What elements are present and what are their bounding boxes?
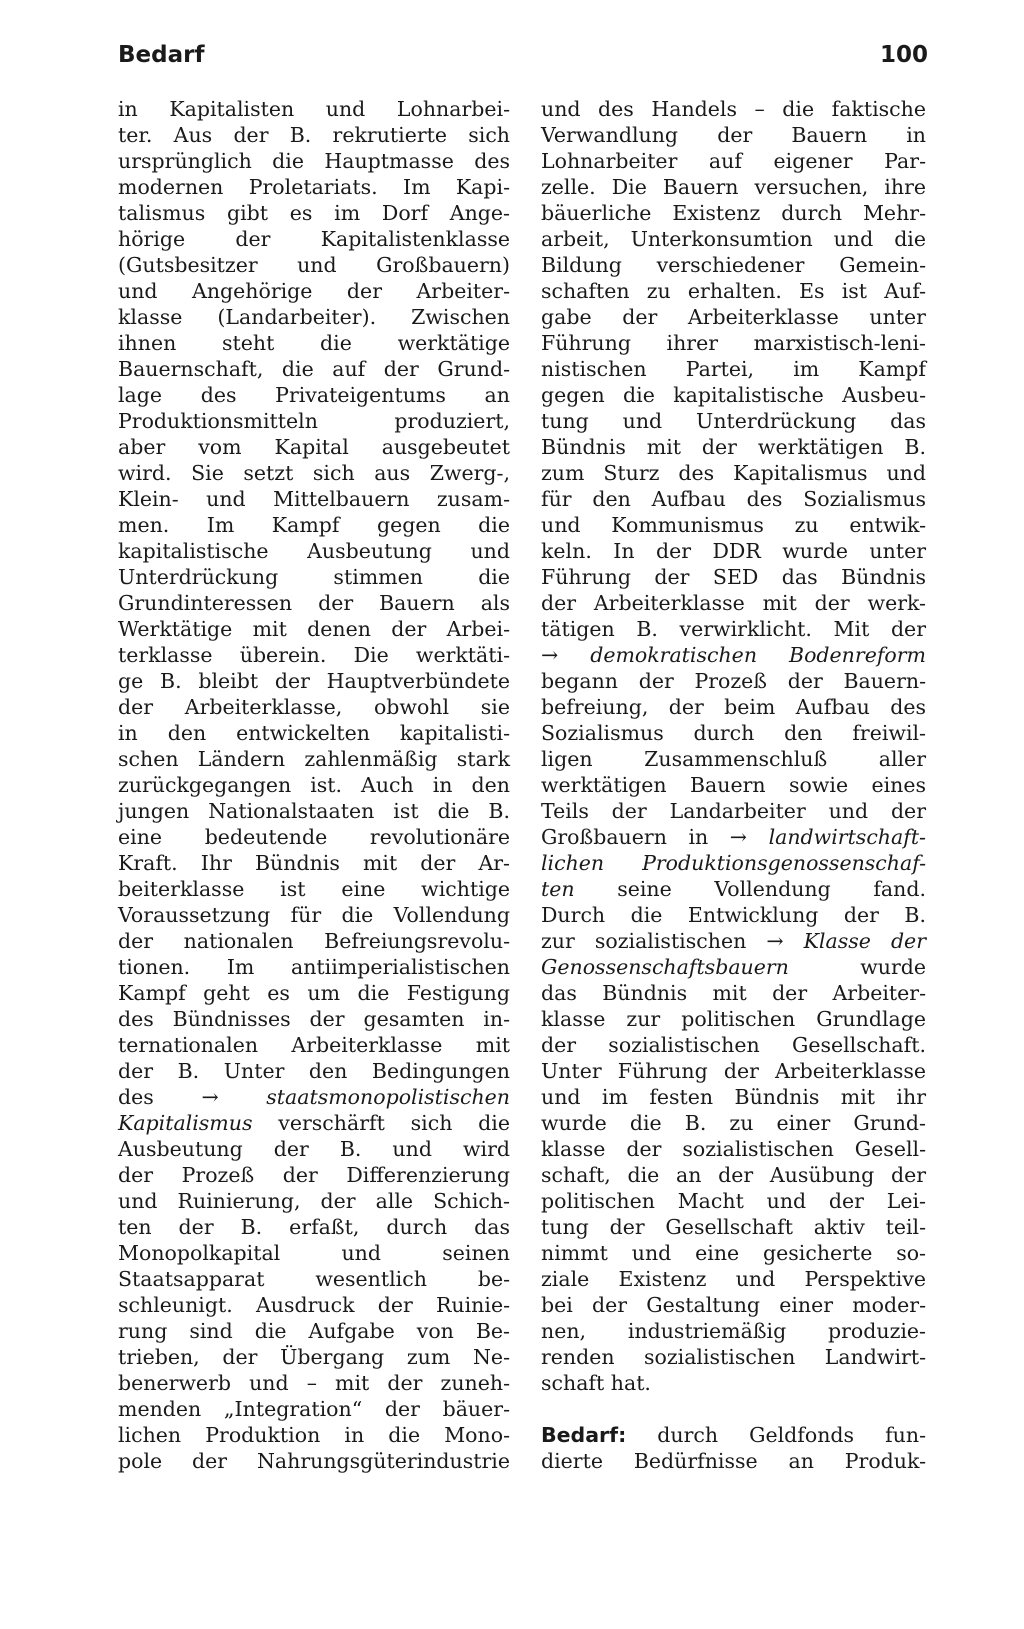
text-segment: und Angehörige der Arbeiter- <box>118 279 510 303</box>
entry-headword: Bedarf: <box>541 1423 627 1447</box>
text-segment: und Kommunismus zu entwik- <box>541 513 926 537</box>
text-segment <box>219 1085 267 1109</box>
text-segment: schleunigt. Ausdruck der Ruinie- <box>118 1293 510 1317</box>
text-column-left <box>118 96 510 1474</box>
text-segment: nistischen Partei, im Kampf <box>541 357 926 381</box>
text-segment: ziale Existenz und Perspektive <box>541 1267 926 1291</box>
text-segment: tätigen B. verwirklicht. Mit der <box>541 617 926 641</box>
text-line <box>541 746 926 772</box>
text-segment: zur sozialistischen <box>541 929 767 953</box>
text-segment: klasse (Landarbeiter). Zwischen <box>118 305 510 329</box>
text-line <box>541 538 926 564</box>
text-segment: lichen Produktion in die Mono- <box>118 1423 510 1447</box>
text-segment: in den entwickelten kapitalisti- <box>118 721 510 745</box>
text-line <box>541 824 926 850</box>
text-line <box>118 642 510 668</box>
text-line <box>118 1422 510 1448</box>
text-line <box>118 1136 510 1162</box>
text-segment: beiterklasse ist eine wichtige <box>118 877 510 901</box>
text-segment: Produktionsmitteln produziert, <box>118 409 510 433</box>
text-segment: befreiung, der beim Aufbau des <box>541 695 926 719</box>
text-line <box>118 356 510 382</box>
text-line <box>541 590 926 616</box>
text-segment: seine Vollendung fand. <box>574 877 926 901</box>
text-segment: und Ruinierung, der alle Schich- <box>118 1189 510 1213</box>
text-line <box>118 304 510 330</box>
text-line <box>541 694 926 720</box>
text-segment: bäuerliche Existenz durch Mehr- <box>541 201 926 225</box>
text-line <box>541 1292 926 1318</box>
text-segment: der Arbeiterklasse mit der werk- <box>541 591 926 615</box>
text-segment: kapitalistische Ausbeutung und <box>118 539 510 563</box>
text-segment: Ausbeutung der B. und wird <box>118 1137 510 1161</box>
text-line <box>541 902 926 928</box>
text-line <box>118 694 510 720</box>
text-line <box>541 226 926 252</box>
text-line <box>541 1214 926 1240</box>
text-line <box>118 1084 510 1110</box>
text-line <box>118 486 510 512</box>
text-line <box>118 278 510 304</box>
text-line <box>118 1058 510 1084</box>
text-segment: ihnen steht die werktätige <box>118 331 510 355</box>
text-segment: Kampf geht es um die Festigung <box>118 981 510 1005</box>
text-line <box>541 330 926 356</box>
text-line <box>118 850 510 876</box>
text-segment: der Prozeß der Differenzierung <box>118 1163 510 1187</box>
text-segment: talismus gibt es im Dorf Ange- <box>118 201 510 225</box>
text-line <box>118 772 510 798</box>
text-line <box>541 174 926 200</box>
text-segment: tionen. Im antiimperialistischen <box>118 955 510 979</box>
text-segment: schaft hat. <box>541 1371 651 1395</box>
text-line <box>541 980 926 1006</box>
text-line <box>541 1344 926 1370</box>
text-line <box>118 512 510 538</box>
text-segment: der nationalen Befreiungsrevolu- <box>118 929 510 953</box>
text-line <box>541 1058 926 1084</box>
text-line <box>118 616 510 642</box>
text-line <box>541 148 926 174</box>
text-segment: Sozialismus durch den freiwil- <box>541 721 926 745</box>
text-segment: Unter Führung der Arbeiterklasse <box>541 1059 926 1083</box>
text-segment: durch Geldfonds fun- <box>626 1423 926 1447</box>
text-line <box>541 512 926 538</box>
text-line <box>541 928 926 954</box>
text-segment: Verwandlung der Bauern in <box>541 123 926 147</box>
text-line <box>118 538 510 564</box>
text-line <box>118 252 510 278</box>
text-line <box>541 850 926 876</box>
text-segment: terklasse überein. Die werktäti- <box>118 643 510 667</box>
text-segment <box>747 825 769 849</box>
cross-reference-arrow-icon: → <box>541 643 559 667</box>
text-segment: des <box>118 1085 202 1109</box>
text-segment: pole der Nahrungsgüterindustrie <box>118 1449 510 1473</box>
text-line <box>118 980 510 1006</box>
text-segment: ten der B. erfaßt, durch das <box>118 1215 510 1239</box>
text-line <box>118 1396 510 1422</box>
text-line <box>541 434 926 460</box>
text-line <box>118 746 510 772</box>
text-line <box>118 720 510 746</box>
text-line <box>541 252 926 278</box>
text-line <box>541 122 926 148</box>
cross-reference: demokratischen Bodenreform <box>590 643 926 667</box>
text-segment: der sozialistischen Gesellschaft. <box>541 1033 926 1057</box>
text-line <box>118 96 510 122</box>
text-line <box>118 226 510 252</box>
running-head: Bedarf <box>118 42 205 68</box>
text-line <box>541 1370 926 1396</box>
text-line <box>541 1318 926 1344</box>
text-line <box>118 330 510 356</box>
text-line <box>118 902 510 928</box>
text-segment: hörige der Kapitalistenklasse <box>118 227 510 251</box>
text-line <box>541 772 926 798</box>
text-line <box>541 720 926 746</box>
text-line <box>541 278 926 304</box>
text-column-right <box>541 96 926 1474</box>
text-segment: bei der Gestaltung einer moder- <box>541 1293 926 1317</box>
text-line <box>118 1110 510 1136</box>
text-segment: zelle. Die Bauern versuchen, ihre <box>541 175 926 199</box>
text-segment: schaft, die an der Ausübung der <box>541 1163 926 1187</box>
text-segment: ursprünglich die Hauptmasse des <box>118 149 510 173</box>
text-segment: wurde die B. zu einer Grund- <box>541 1111 926 1135</box>
text-segment: Führung ihrer marxistisch-leni- <box>541 331 926 355</box>
text-line <box>118 1344 510 1370</box>
text-segment: klasse der sozialistischen Gesell- <box>541 1137 926 1161</box>
text-segment: werktätigen Bauern sowie eines <box>541 773 926 797</box>
text-line <box>118 1240 510 1266</box>
text-line <box>118 1292 510 1318</box>
text-line <box>541 1448 926 1474</box>
text-segment: wurde <box>788 955 926 979</box>
text-line <box>118 382 510 408</box>
text-segment: Bauernschaft, die auf der Grund- <box>118 357 510 381</box>
text-line <box>118 434 510 460</box>
text-line <box>118 564 510 590</box>
text-line <box>118 460 510 486</box>
text-segment: Großbauern in <box>541 825 730 849</box>
text-line <box>541 408 926 434</box>
text-segment: verschärft sich die <box>252 1111 510 1135</box>
cross-reference: Klasse der <box>803 929 926 953</box>
text-segment: jungen Nationalstaaten ist die B. <box>118 799 510 823</box>
text-segment: für den Aufbau des Sozialismus <box>541 487 926 511</box>
text-segment: tung der Gesellschaft aktiv teil- <box>541 1215 926 1239</box>
text-segment: nimmt und eine gesicherte so- <box>541 1241 926 1265</box>
text-line <box>541 486 926 512</box>
text-segment: Werktätige mit denen der Arbei- <box>118 617 510 641</box>
text-line <box>541 616 926 642</box>
text-line <box>118 668 510 694</box>
text-line <box>541 304 926 330</box>
text-segment: men. Im Kampf gegen die <box>118 513 510 537</box>
cross-reference-arrow-icon: → <box>766 929 784 953</box>
text-line <box>118 954 510 980</box>
page-header <box>118 42 928 76</box>
text-segment: schen Ländern zahlenmäßig stark <box>118 747 510 771</box>
text-segment: Unterdrückung stimmen die <box>118 565 510 589</box>
text-segment <box>784 929 804 953</box>
text-segment: rung sind die Aufgabe von Be- <box>118 1319 510 1343</box>
text-line <box>541 668 926 694</box>
text-segment: zurückgegangen ist. Auch in den <box>118 773 510 797</box>
text-line <box>118 408 510 434</box>
cross-reference: lichen Produktionsgenossenschaf- <box>541 851 926 875</box>
text-segment: lage des Privateigentums an <box>118 383 510 407</box>
text-line <box>118 174 510 200</box>
text-line <box>541 1162 926 1188</box>
text-segment: ligen Zusammenschluß aller <box>541 747 926 771</box>
text-line <box>118 122 510 148</box>
text-line <box>541 460 926 486</box>
text-line <box>541 876 926 902</box>
text-segment: der Arbeiterklasse, obwohl sie <box>118 695 510 719</box>
text-segment: zum Sturz des Kapitalismus und <box>541 461 926 485</box>
text-segment: renden sozialistischen Landwirt- <box>541 1345 926 1369</box>
text-line <box>541 1084 926 1110</box>
text-segment: Voraussetzung für die Vollendung <box>118 903 510 927</box>
text-segment: dierte Bedürfnisse an Produk- <box>541 1449 926 1473</box>
text-segment: ternationalen Arbeiterklasse mit <box>118 1033 510 1057</box>
text-line <box>118 200 510 226</box>
text-segment: aber vom Kapital ausgebeutet <box>118 435 510 459</box>
text-segment: modernen Proletariats. Im Kapi- <box>118 175 510 199</box>
text-segment: Lohnarbeiter auf eigener Par- <box>541 149 926 173</box>
text-line <box>541 1188 926 1214</box>
text-segment: Führung der SED das Bündnis <box>541 565 926 589</box>
paragraph-gap <box>541 1396 926 1422</box>
text-segment: nen, industriemäßig produzie- <box>541 1319 926 1343</box>
text-line <box>118 1162 510 1188</box>
cross-reference-arrow-icon: → <box>729 825 747 849</box>
text-line <box>118 928 510 954</box>
text-segment: Staatsapparat wesentlich be- <box>118 1267 510 1291</box>
text-line <box>541 96 926 122</box>
text-segment: Bündnis mit der werktätigen B. <box>541 435 926 459</box>
text-line <box>118 1006 510 1032</box>
text-line <box>118 1370 510 1396</box>
text-segment: politischen Macht und der Lei- <box>541 1189 926 1213</box>
text-segment: klasse zur politischen Grundlage <box>541 1007 926 1031</box>
cross-reference: ten <box>541 877 575 901</box>
text-segment: eine bedeutende revolutionäre <box>118 825 510 849</box>
text-segment: gabe der Arbeiterklasse unter <box>541 305 926 329</box>
text-line <box>541 1136 926 1162</box>
text-segment: Durch die Entwicklung der B. <box>541 903 926 927</box>
text-segment: das Bündnis mit der Arbeiter- <box>541 981 926 1005</box>
text-segment: benerwerb und – mit der zuneh- <box>118 1371 510 1395</box>
text-line <box>541 200 926 226</box>
text-line <box>541 1266 926 1292</box>
text-line <box>541 1032 926 1058</box>
text-segment: Teils der Landarbeiter und der <box>541 799 926 823</box>
text-segment: Monopolkapital und seinen <box>118 1241 510 1265</box>
text-line <box>541 642 926 668</box>
text-segment: Kraft. Ihr Bündnis mit der Ar- <box>118 851 510 875</box>
text-segment: und des Handels – die faktische <box>541 97 926 121</box>
text-segment: gegen die kapitalistische Ausbeu- <box>541 383 926 407</box>
cross-reference: landwirtschaft- <box>768 825 926 849</box>
text-line <box>118 1266 510 1292</box>
text-line <box>541 1110 926 1136</box>
text-line <box>541 1422 926 1448</box>
text-segment: Grundinteressen der Bauern als <box>118 591 510 615</box>
text-segment: des Bündnisses der gesamten in- <box>118 1007 510 1031</box>
text-line <box>118 1032 510 1058</box>
text-line <box>541 954 926 980</box>
text-segment: keln. In der DDR wurde unter <box>541 539 926 563</box>
text-line <box>118 590 510 616</box>
text-line <box>118 798 510 824</box>
text-segment: schaften zu erhalten. Es ist Auf- <box>541 279 926 303</box>
text-segment: tung und Unterdrückung das <box>541 409 926 433</box>
text-segment: und im festen Bündnis mit ihr <box>541 1085 926 1109</box>
text-segment: ge B. bleibt der Hauptverbündete <box>118 669 510 693</box>
text-line <box>118 824 510 850</box>
text-line <box>541 798 926 824</box>
text-segment: wird. Sie setzt sich aus Zwerg-, <box>118 461 510 485</box>
cross-reference-arrow-icon: → <box>201 1085 219 1109</box>
cross-reference: Genossenschaftsbauern <box>541 955 789 979</box>
cross-reference: staatsmonopolistischen <box>266 1085 510 1109</box>
text-line <box>118 1188 510 1214</box>
text-line <box>541 1006 926 1032</box>
text-segment: Bildung verschiedener Gemein- <box>541 253 926 277</box>
text-line <box>541 356 926 382</box>
text-segment: der B. Unter den Bedingungen <box>118 1059 510 1083</box>
text-segment: ter. Aus der B. rekrutierte sich <box>118 123 510 147</box>
text-segment <box>558 643 590 667</box>
page-number: 100 <box>879 42 928 68</box>
text-line <box>118 148 510 174</box>
text-line <box>118 1318 510 1344</box>
text-line <box>118 1448 510 1474</box>
text-segment: in Kapitalisten und Lohnarbei- <box>118 97 510 121</box>
text-segment: trieben, der Übergang zum Ne- <box>118 1345 510 1369</box>
text-segment: Klein- und Mittelbauern zusam- <box>118 487 510 511</box>
text-line <box>118 1214 510 1240</box>
text-segment: begann der Prozeß der Bauern- <box>541 669 926 693</box>
text-line <box>118 876 510 902</box>
text-segment: menden „Integration“ der bäuer- <box>118 1397 510 1421</box>
text-line <box>541 1240 926 1266</box>
text-line <box>541 564 926 590</box>
text-segment: (Gutsbesitzer und Großbauern) <box>118 253 510 277</box>
text-segment: arbeit, Unterkonsumtion und die <box>541 227 926 251</box>
cross-reference: Kapitalismus <box>118 1111 253 1135</box>
text-line <box>541 382 926 408</box>
